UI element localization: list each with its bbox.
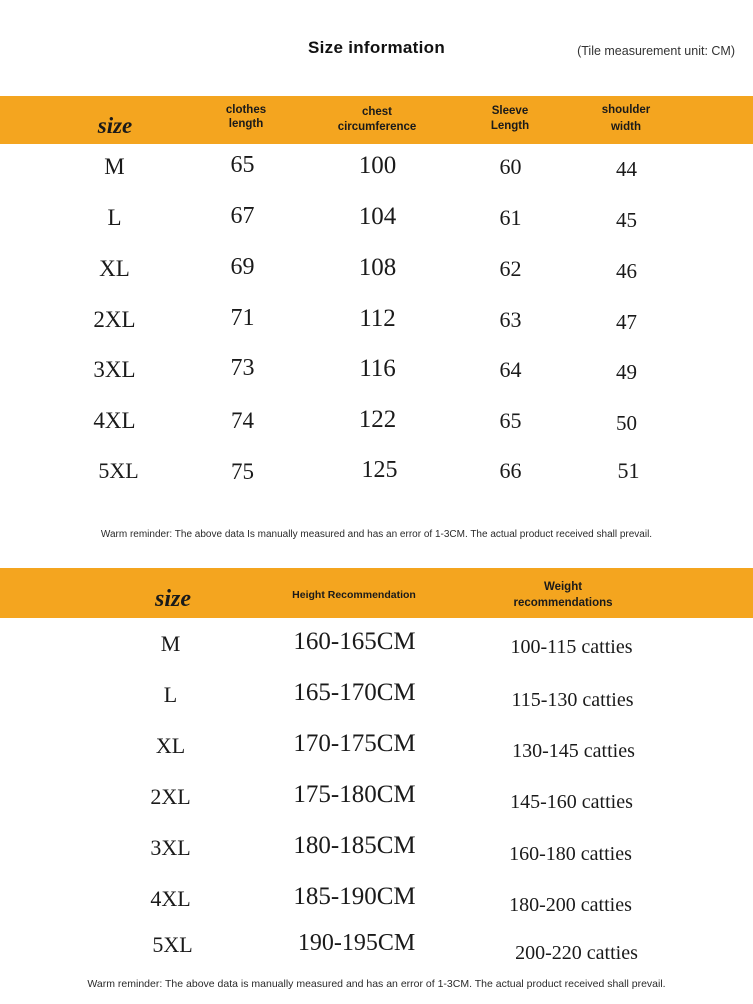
- list-item: 100-115 catties: [510, 636, 633, 658]
- table-row: 65: [499, 408, 522, 433]
- table-row: 60: [499, 154, 522, 179]
- table-row: 75: [231, 459, 254, 484]
- table-row: 108: [358, 254, 397, 281]
- table-row: 71: [230, 305, 255, 331]
- list-item: XL: [155, 733, 186, 758]
- table2-header-weight-line1: Weight: [543, 581, 583, 593]
- table1-warm-reminder: Warm reminder: The above data Is manually measured and has an error of 1-3CM. The actual product received shall prevail.: [100, 529, 653, 540]
- table-row: 44: [616, 157, 637, 181]
- table1-header-shoulder-line2: width: [610, 121, 642, 133]
- table-row: 47: [616, 310, 637, 334]
- table-row: 5XL: [98, 458, 139, 483]
- table-row: 125: [361, 457, 398, 483]
- table2-header-weight-line2: recommendations: [513, 597, 613, 609]
- list-item: L: [163, 682, 178, 707]
- list-item: 3XL: [150, 835, 191, 860]
- table-row: 66: [499, 458, 522, 483]
- list-item: 160-165CM: [293, 628, 416, 655]
- table2-warm-reminder: Warm reminder: The above data is manually measured and has an error of 1-3CM. The actual product received shall prevail.: [87, 978, 666, 990]
- table-row: L: [107, 205, 122, 230]
- table1-header-chest-line2: circumference: [337, 121, 417, 133]
- list-item: 175-180CM: [293, 781, 416, 808]
- list-item: 165-170CM: [293, 679, 416, 706]
- table1-header-chest-line1: chest: [361, 106, 393, 118]
- list-item: 180-200 catties: [509, 894, 632, 916]
- table-row: 2XL: [93, 307, 136, 332]
- table-row: 46: [616, 259, 637, 283]
- list-item: 145-160 catties: [510, 791, 633, 813]
- table-row: 64: [499, 357, 522, 382]
- table-row: 67: [230, 203, 255, 229]
- list-item: 180-185CM: [293, 832, 416, 859]
- list-item: 115-130 catties: [511, 689, 634, 711]
- table1-header-size: size: [97, 113, 133, 138]
- table-row: 122: [358, 406, 397, 433]
- table1-header-clothes-length-line1: clothes: [225, 104, 267, 116]
- list-item: 190-195CM: [297, 930, 416, 956]
- table-row: 63: [499, 307, 522, 332]
- table-row: 62: [499, 256, 522, 281]
- list-item: 170-175CM: [293, 730, 416, 757]
- table-row: XL: [99, 256, 130, 281]
- table-row: 104: [358, 203, 397, 230]
- table-row: M: [104, 154, 125, 179]
- list-item: 4XL: [150, 886, 191, 911]
- list-item: 185-190CM: [293, 883, 416, 910]
- list-item: 200-220 catties: [515, 942, 638, 964]
- list-item: M: [160, 631, 181, 656]
- table-row: 74: [231, 408, 254, 433]
- table1-header-clothes-length-line2: length: [228, 118, 264, 130]
- table1-header-sleeve-line2: Length: [490, 120, 530, 132]
- list-item: 130-145 catties: [512, 740, 635, 762]
- table-row: 73: [230, 355, 255, 381]
- table-row: 45: [616, 208, 637, 232]
- table-row: 61: [499, 205, 522, 230]
- table1-header-shoulder-line1: shoulder: [601, 104, 651, 116]
- list-item: 2XL: [150, 784, 191, 809]
- list-item: 5XL: [152, 932, 193, 957]
- measurement-unit-note: (Tile measurement unit: CM): [577, 44, 735, 58]
- table2-header-size: size: [155, 586, 191, 612]
- table-row: 49: [616, 360, 637, 384]
- table-row: 51: [617, 458, 640, 483]
- table2-header-height: Height Recommendation: [292, 589, 416, 601]
- table-row: 100: [358, 152, 397, 179]
- table-row: 4XL: [93, 408, 136, 433]
- list-item: 160-180 catties: [509, 843, 632, 865]
- table-row: 69: [230, 254, 255, 280]
- table1-header-sleeve-line1: Sleeve: [491, 105, 529, 117]
- table-row: 65: [230, 152, 255, 178]
- table-row: 3XL: [93, 357, 136, 382]
- table-row: 50: [616, 411, 637, 435]
- page-title: Size information: [307, 38, 446, 57]
- table-row: 116: [359, 355, 396, 382]
- table-row: 112: [359, 305, 396, 332]
